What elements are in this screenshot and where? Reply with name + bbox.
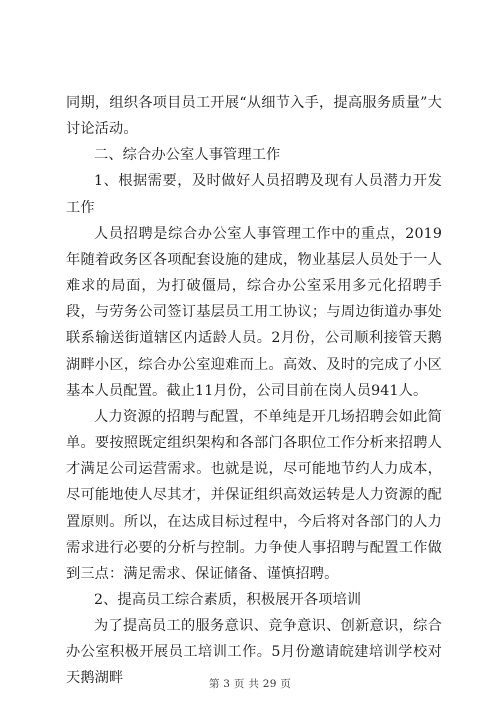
section-heading: 二、综合办公室人事管理工作 (94, 147, 281, 164)
paragraph: 人员招聘是综合办公室人事管理工作中的重点，2019年随着政务区各项配套设施的建成，物业基层人员处于一人难求的局面，为打破僵局，综合办公室采用多元化招聘手段，与劳务公司签订基层员工用工协议；与周边街道办事处联系输送街道辖区内适龄人员。2月份，公司顺利接管天鹅湖畔小区，综合办公室迎难而上。高效、及时的完成了小区基本人员配置。截止11月份，公司目前在岗人员941人。 (66, 225, 442, 399)
subsection-heading: 1、根据需要，及时做好人员招聘及现有人员潜力开发工作 (66, 173, 442, 216)
paragraph-continuation: 同期，组织各项目员工开展“从细节入手，提高服务质量”大讨论活动。 (66, 95, 442, 138)
page-number-footer: 第 3 页 共 29 页 (208, 678, 292, 690)
document-body (66, 90, 442, 692)
subsection-heading: 2、提高员工综合素质，积极展开各项培训 (94, 591, 362, 608)
paragraph: 为了提高员工的服务意识、竞争意识、创新意识，综合办公室积极开展员工培训工作。5月份邀请皖建培训学校对天鹅湖畔 (66, 618, 442, 687)
paragraph: 人力资源的招聘与配置，不单纯是开几场招聘会如此简单。要按照既定组织架构和各部门各职位工作分析来招聘人才满足公司运营需求。也就是说，尽可能地节约人力成本，尽可能地使人尽其才，并保证组织高效运转是人力资源的配置原则。所以，在达成目标过程中，今后将对各部门的人力需求进行必要的分析与控制。力争使人事招聘与配置工作做到三点：满足需求、保证储备、谨慎招聘。 (66, 408, 442, 582)
